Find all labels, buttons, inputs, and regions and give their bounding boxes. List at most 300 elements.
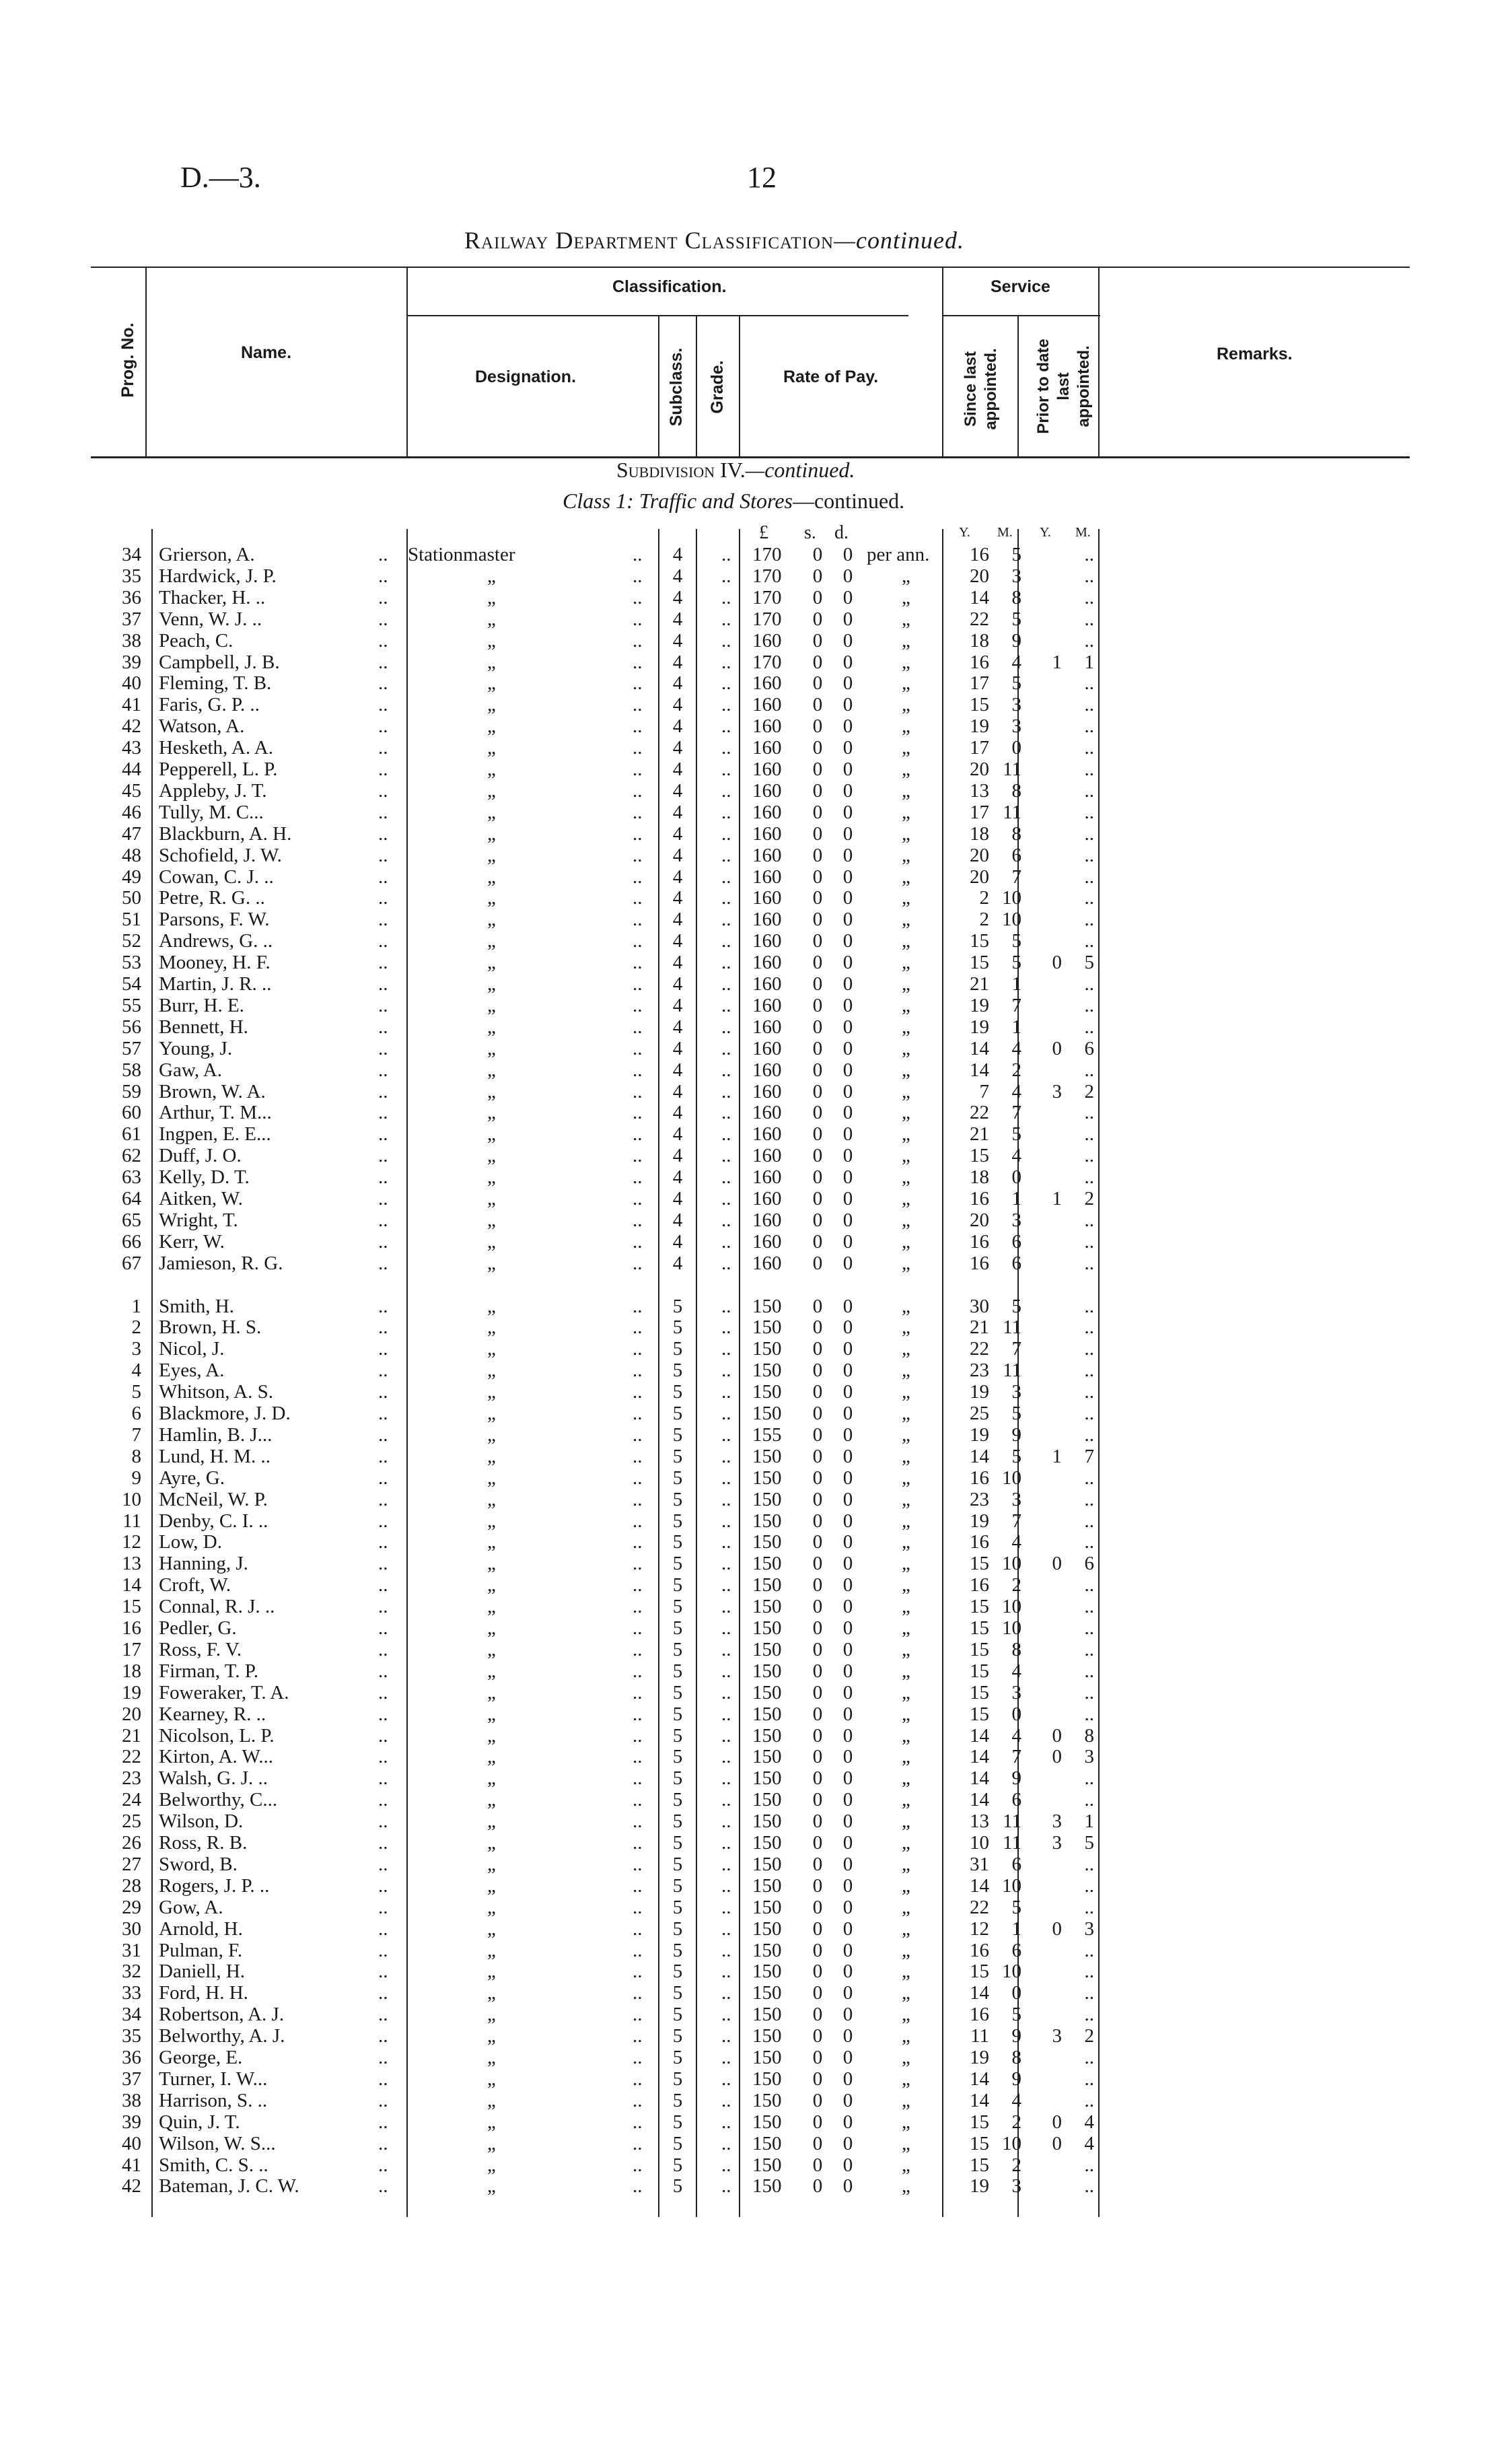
leader-dots: .. [633, 1230, 643, 1253]
subclass: 4 [672, 973, 683, 995]
table-row [0, 2090, 1510, 2111]
subclass: 4 [672, 759, 683, 780]
leader-dots: .. [633, 1123, 643, 1146]
designation: „ [487, 1703, 496, 1725]
pay-pence: 0 [842, 2132, 853, 2154]
leader-dots: .. [378, 1703, 388, 1725]
since-years: 2 [979, 909, 989, 931]
pay-pounds: 160 [752, 694, 782, 716]
leader-dots: .. [633, 1037, 643, 1059]
leader-dots: .. [633, 1917, 643, 1940]
pay-pounds: 160 [752, 672, 782, 695]
since-years: 23 [970, 1488, 989, 1510]
employee-name: Arthur, T. M... [159, 1102, 272, 1124]
since-months: 3 [1011, 1488, 1021, 1510]
pay-pounds: 170 [752, 586, 782, 608]
since-months: 10 [1002, 1467, 1021, 1489]
pay-pence: 0 [842, 2111, 853, 2133]
prior-months: .. [1084, 1617, 1094, 1639]
since-years: 22 [970, 1102, 989, 1124]
employee-name: Jamieson, R. G. [159, 1252, 283, 1274]
prog-no: 44 [122, 759, 141, 780]
since-months: 5 [1011, 1403, 1021, 1424]
employee-name: Eyes, A. [159, 1360, 225, 1382]
pay-shillings: 0 [812, 2111, 823, 2133]
prior-months: 2 [1084, 2025, 1094, 2047]
table-row [0, 930, 1510, 952]
grade-dots: .. [721, 1423, 731, 1446]
leader-dots: .. [633, 866, 643, 888]
since-years: 17 [970, 801, 989, 823]
since-months: 10 [1002, 1874, 1021, 1897]
designation: „ [487, 1853, 496, 1875]
pay-pence: 0 [842, 779, 853, 802]
table-row [0, 995, 1510, 1016]
table-row [0, 1231, 1510, 1253]
designation: „ [487, 2132, 496, 2154]
table-row [0, 694, 1510, 715]
prog-no: 17 [122, 1638, 141, 1660]
prior-months: .. [1084, 866, 1094, 888]
unit-months-prior: M. [1075, 525, 1091, 540]
since-years: 7 [979, 1080, 989, 1102]
employee-name: Hamlin, B. J... [159, 1423, 273, 1446]
table-row [0, 652, 1510, 673]
pay-unit: „ [902, 1230, 910, 1253]
pay-shillings: 0 [812, 909, 823, 931]
prog-no: 24 [122, 1789, 141, 1811]
pay-pounds: 160 [752, 1016, 782, 1038]
prior-months: .. [1084, 1488, 1094, 1510]
designation: „ [487, 2004, 496, 2026]
pay-pence: 0 [842, 2175, 853, 2197]
leader-dots: .. [378, 737, 388, 759]
pay-unit: „ [902, 994, 910, 1016]
grade-dots: .. [721, 608, 731, 630]
pay-shillings: 0 [812, 1209, 823, 1231]
designation: „ [487, 1574, 496, 1596]
grade-dots: .. [721, 1789, 731, 1811]
pay-unit: „ [902, 801, 910, 823]
leader-dots: .. [378, 844, 388, 866]
since-months: 11 [1003, 1832, 1021, 1854]
pay-pence: 0 [842, 1660, 853, 1682]
pay-shillings: 0 [812, 1961, 823, 1983]
pay-pence: 0 [842, 1724, 853, 1747]
designation: „ [487, 2047, 496, 2068]
leader-dots: .. [378, 1445, 388, 1467]
prior-months: .. [1084, 1703, 1094, 1725]
since-months: 9 [1011, 629, 1021, 652]
designation: „ [487, 672, 496, 695]
subclass: 4 [672, 822, 683, 845]
subclass: 5 [672, 1746, 683, 1768]
prior-months: 1 [1084, 651, 1094, 673]
employee-name: Aitken, W. [159, 1188, 243, 1209]
since-months: 8 [1011, 586, 1021, 608]
prior-months: .. [1084, 1059, 1094, 1081]
leader-dots: .. [378, 1080, 388, 1102]
pay-unit: „ [902, 1080, 910, 1102]
since-years: 18 [970, 1166, 989, 1189]
pay-pence: 0 [842, 1767, 853, 1790]
employee-name: Hesketh, A. A. [159, 737, 273, 759]
table-row [0, 1424, 1510, 1446]
pay-pounds: 150 [752, 2004, 782, 2026]
grade-dots: .. [721, 2004, 731, 2026]
pay-pounds: 160 [752, 1123, 782, 1146]
prog-no: 51 [122, 909, 141, 931]
since-years: 14 [970, 1789, 989, 1811]
employee-name: George, E. [159, 2047, 243, 2068]
subclass: 5 [672, 2047, 683, 2068]
designation: „ [487, 1510, 496, 1532]
prog-no: 23 [122, 1767, 141, 1790]
designation: „ [487, 1059, 496, 1081]
table-row [0, 1617, 1510, 1639]
pay-pounds: 150 [752, 1467, 782, 1489]
employee-name: Mooney, H. F. [159, 952, 271, 974]
pay-pence: 0 [842, 844, 853, 866]
since-months: 11 [1003, 1360, 1021, 1382]
leader-dots: .. [378, 887, 388, 909]
pay-pence: 0 [842, 1016, 853, 1038]
prog-no: 20 [122, 1703, 141, 1725]
since-years: 20 [970, 844, 989, 866]
since-years: 15 [970, 1681, 989, 1703]
grade-dots: .. [721, 1681, 731, 1703]
since-years: 14 [970, 586, 989, 608]
prior-months: 3 [1084, 1746, 1094, 1768]
prior-months: .. [1084, 2154, 1094, 2176]
designation: „ [487, 629, 496, 652]
grade-dots: .. [721, 1810, 731, 1833]
table-row [0, 2068, 1510, 2090]
pay-shillings: 0 [812, 1531, 823, 1553]
pay-shillings: 0 [812, 1574, 823, 1596]
since-years: 20 [970, 565, 989, 587]
leader-dots: .. [378, 629, 388, 652]
since-months: 7 [1011, 994, 1021, 1016]
grade-dots: .. [721, 952, 731, 974]
prog-no: 10 [122, 1488, 141, 1510]
pay-shillings: 0 [812, 1059, 823, 1081]
leader-dots: .. [378, 2175, 388, 2197]
pay-pence: 0 [842, 952, 853, 974]
leader-dots: .. [633, 930, 643, 952]
table-row [0, 780, 1510, 802]
pay-unit: „ [902, 1531, 910, 1553]
grade-dots: .. [721, 1553, 731, 1575]
prog-no: 29 [122, 1896, 141, 1918]
designation: „ [487, 1681, 496, 1703]
employee-name: Belworthy, C... [159, 1789, 278, 1811]
table-row [0, 1296, 1510, 1317]
pay-pounds: 150 [752, 1445, 782, 1467]
grade-dots: .. [721, 844, 731, 866]
leader-dots: .. [378, 1961, 388, 1983]
subclass: 5 [672, 1295, 683, 1317]
pay-shillings: 0 [812, 887, 823, 909]
table-row [0, 845, 1510, 866]
subclass: 5 [672, 1638, 683, 1660]
since-months: 11 [1003, 1810, 1021, 1833]
pay-pounds: 160 [752, 1188, 782, 1209]
employee-name: Ford, H. H. [159, 1982, 248, 2004]
prior-years: 1 [1052, 1445, 1062, 1467]
grade-dots: .. [721, 1080, 731, 1102]
leader-dots: .. [633, 2025, 643, 2047]
pay-unit: „ [902, 2089, 910, 2111]
table-row [0, 2175, 1510, 2197]
since-years: 13 [970, 779, 989, 802]
employee-name: Wilson, D. [159, 1810, 244, 1833]
pay-pence: 0 [842, 1316, 853, 1339]
table-row [0, 1038, 1510, 1059]
since-months: 2 [1011, 1059, 1021, 1081]
designation: „ [487, 973, 496, 995]
leader-dots: .. [378, 2047, 388, 2068]
pay-pence: 0 [842, 651, 853, 673]
leader-dots: .. [378, 973, 388, 995]
pay-shillings: 0 [812, 1080, 823, 1102]
leader-dots: .. [378, 1338, 388, 1360]
prior-months: .. [1084, 1596, 1094, 1618]
leader-dots: .. [378, 952, 388, 974]
grade-dots: .. [721, 887, 731, 909]
subclass: 5 [672, 1767, 683, 1790]
prior-months: .. [1084, 608, 1094, 630]
prior-months: 5 [1084, 952, 1094, 974]
grade-dots: .. [721, 672, 731, 695]
page-title [464, 226, 964, 254]
table-row [0, 1360, 1510, 1381]
leader-dots: .. [633, 608, 643, 630]
employee-name: Connal, R. J. .. [159, 1596, 275, 1618]
leader-dots: .. [633, 1360, 643, 1382]
designation: „ [487, 759, 496, 780]
table-row [0, 1596, 1510, 1617]
pay-unit: „ [902, 1596, 910, 1618]
grade-dots: .. [721, 629, 731, 652]
pay-pounds: 160 [752, 930, 782, 952]
leader-dots: .. [633, 1596, 643, 1618]
document-ref: D.—3. [180, 161, 261, 194]
pay-shillings: 0 [812, 715, 823, 738]
prior-months: .. [1084, 994, 1094, 1016]
pay-unit: „ [902, 1403, 910, 1424]
pay-pounds: 160 [752, 844, 782, 866]
prior-months: .. [1084, 1295, 1094, 1317]
table-row [0, 1338, 1510, 1360]
pay-unit: „ [902, 1681, 910, 1703]
subclass: 4 [672, 779, 683, 802]
leader-dots: .. [378, 866, 388, 888]
leader-dots: .. [633, 2154, 643, 2176]
since-years: 19 [970, 994, 989, 1016]
prior-months: .. [1084, 2004, 1094, 2026]
pay-pence: 0 [842, 1403, 853, 1424]
since-years: 14 [970, 1746, 989, 1768]
subclass: 5 [672, 1961, 683, 1983]
subclass: 4 [672, 565, 683, 587]
prog-no: 15 [122, 1596, 141, 1618]
table-row [0, 1531, 1510, 1553]
since-years: 31 [970, 1853, 989, 1875]
table-row [0, 1660, 1510, 1682]
designation: „ [487, 1037, 496, 1059]
since-months: 3 [1011, 694, 1021, 716]
designation: „ [487, 586, 496, 608]
leader-dots: .. [633, 1810, 643, 1833]
since-years: 16 [970, 1230, 989, 1253]
grade-dots: .. [721, 1445, 731, 1467]
since-months: 3 [1011, 2175, 1021, 2197]
designation: „ [487, 2068, 496, 2090]
grade-dots: .. [721, 651, 731, 673]
pay-pence: 0 [842, 1102, 853, 1124]
since-years: 15 [970, 1596, 989, 1618]
since-months: 9 [1011, 1767, 1021, 1790]
page-title-text: Railway Department Classification [464, 227, 834, 254]
subclass: 5 [672, 1403, 683, 1424]
grade-dots: .. [721, 1617, 731, 1639]
grade-dots: .. [721, 544, 731, 565]
grade-dots: .. [721, 866, 731, 888]
subdivision-suffix: —continued. [745, 458, 855, 482]
prog-no: 32 [122, 1961, 141, 1983]
prior-years: 0 [1052, 1037, 1062, 1059]
prog-no: 39 [122, 651, 141, 673]
pay-shillings: 0 [812, 1102, 823, 1124]
table-row [0, 1810, 1510, 1832]
leader-dots: .. [633, 973, 643, 995]
grade-dots: .. [721, 1338, 731, 1360]
prior-months: .. [1084, 1660, 1094, 1682]
leader-dots: .. [633, 1874, 643, 1897]
grade-dots: .. [721, 2089, 731, 2111]
pay-pence: 0 [842, 930, 853, 952]
since-years: 16 [970, 1939, 989, 1961]
pay-pounds: 160 [752, 887, 782, 909]
prior-months: .. [1084, 1016, 1094, 1038]
since-months: 0 [1011, 737, 1021, 759]
subclass: 5 [672, 1853, 683, 1875]
since-months: 2 [1011, 2111, 1021, 2133]
leader-dots: .. [633, 1617, 643, 1639]
employee-name: Tully, M. C... [159, 801, 264, 823]
employee-name: Smith, C. S. .. [159, 2154, 268, 2176]
table-row [0, 759, 1510, 780]
subclass: 4 [672, 672, 683, 695]
grade-dots: .. [721, 1403, 731, 1424]
since-months: 6 [1011, 1789, 1021, 1811]
prior-years: 0 [1052, 952, 1062, 974]
leader-dots: .. [633, 1939, 643, 1961]
unit-pence: d. [834, 522, 849, 543]
table-row [0, 2111, 1510, 2133]
leader-dots: .. [633, 1059, 643, 1081]
pay-unit: „ [902, 1016, 910, 1038]
employee-name: Hanning, J. [159, 1553, 248, 1575]
subclass: 5 [672, 1660, 683, 1682]
since-months: 9 [1011, 1423, 1021, 1446]
designation: „ [487, 1531, 496, 1553]
employee-name: Nicolson, L. P. [159, 1724, 275, 1747]
leader-dots: .. [378, 1016, 388, 1038]
prior-months: .. [1084, 1767, 1094, 1790]
pay-pence: 0 [842, 887, 853, 909]
pay-shillings: 0 [812, 1853, 823, 1875]
employee-name: Ross, R. B. [159, 1832, 248, 1854]
pay-unit: „ [902, 2025, 910, 2047]
prog-no: 31 [122, 1939, 141, 1961]
leader-dots: .. [633, 2047, 643, 2068]
prog-no: 16 [122, 1617, 141, 1639]
leader-dots: .. [633, 1853, 643, 1875]
since-months: 5 [1011, 672, 1021, 695]
pay-pence: 0 [842, 1059, 853, 1081]
grade-dots: .. [721, 1531, 731, 1553]
table-row [0, 1553, 1510, 1574]
table-row [0, 1188, 1510, 1209]
pay-shillings: 0 [812, 779, 823, 802]
pay-pence: 0 [842, 1982, 853, 2004]
employee-name: Ayre, G. [159, 1467, 225, 1489]
since-months: 4 [1011, 1037, 1021, 1059]
leader-dots: .. [378, 1660, 388, 1682]
pay-unit: „ [902, 1423, 910, 1446]
since-months: 6 [1011, 1853, 1021, 1875]
pay-shillings: 0 [812, 1638, 823, 1660]
since-years: 12 [970, 1917, 989, 1940]
since-years: 15 [970, 1617, 989, 1639]
pay-unit: „ [902, 866, 910, 888]
pay-pence: 0 [842, 2068, 853, 2090]
employee-name: Bennett, H. [159, 1016, 248, 1038]
pay-pounds: 160 [752, 759, 782, 780]
since-months: 3 [1011, 1381, 1021, 1403]
pay-shillings: 0 [812, 1917, 823, 1940]
grade-dots: .. [721, 1123, 731, 1146]
table-row [0, 1682, 1510, 1703]
subclass: 5 [672, 1810, 683, 1833]
prog-no: 27 [122, 1853, 141, 1875]
grade-dots: .. [721, 994, 731, 1016]
pay-unit: „ [902, 1145, 910, 1167]
leader-dots: .. [378, 1360, 388, 1382]
designation: „ [487, 930, 496, 952]
since-years: 15 [970, 1660, 989, 1682]
pay-unit: „ [902, 1338, 910, 1360]
since-months: 10 [1002, 1961, 1021, 1983]
pay-pence: 0 [842, 1681, 853, 1703]
pay-shillings: 0 [812, 801, 823, 823]
pay-unit: „ [902, 1789, 910, 1811]
table-row [0, 672, 1510, 694]
col-since-appointed: Since last appointed. [962, 348, 1000, 430]
designation: „ [487, 1982, 496, 2004]
grade-dots: .. [721, 1510, 731, 1532]
subclass: 4 [672, 866, 683, 888]
subclass: 5 [672, 2111, 683, 2133]
designation: „ [487, 1360, 496, 1382]
employee-name: Quin, J. T. [159, 2111, 240, 2133]
pay-pounds: 150 [752, 1574, 782, 1596]
col-grade: Grade. [708, 360, 727, 414]
leader-dots: .. [633, 1553, 643, 1575]
subclass: 5 [672, 1553, 683, 1575]
